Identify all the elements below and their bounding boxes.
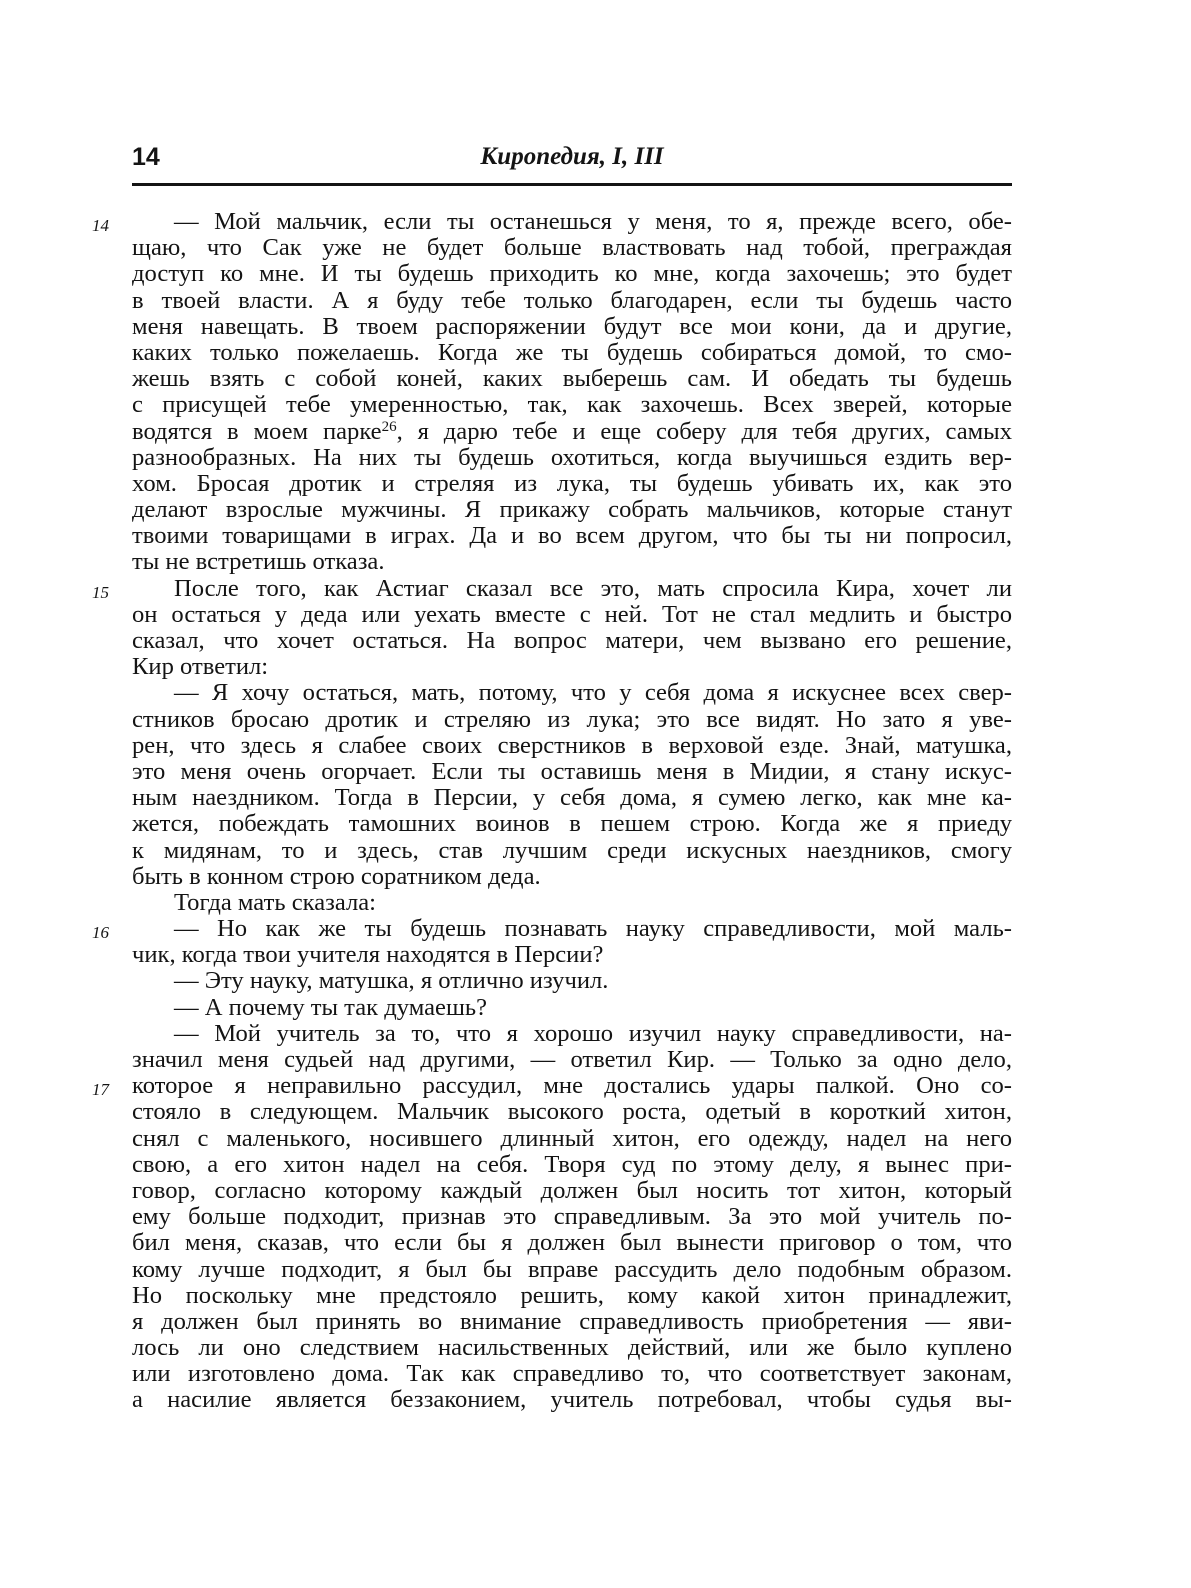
text-line: бил меня, сказав, что если бы я должен был вынести приговор о том, что xyxy=(132,1229,1012,1257)
text-line: Но поскольку мне предстояло решить, кому какой хитон принадлежит, xyxy=(132,1281,1012,1309)
line-text: После того, как Астиаг сказал все это, мать спросила Кира, хочет ли xyxy=(174,574,1012,602)
text-line: доступ ко мне. И ты будешь приходить ко мне, когда захочешь; это будет xyxy=(132,260,1012,288)
text-line: или изготовлено дома. Так как справедливо то, что соответствует законам, xyxy=(132,1360,1012,1388)
text-line: стояло в следующем. Мальчик высокого роста, одетый в короткий хитон, xyxy=(132,1098,1012,1126)
text-line: снял с маленького, носившего длинный хитон, его одежду, надел на него xyxy=(132,1124,1012,1152)
text-line: стников бросаю дротик и стреляю из лука; это все видят. Но зато я уве- xyxy=(132,705,1012,733)
text-line: кому лучше подходит, я был бы вправе рассудить дело подобным образом. xyxy=(132,1255,1012,1283)
text-line: меня навещать. В твоем распоряжении будут все мои кони, да и другие, xyxy=(132,312,1012,340)
line-text: , я дарю тебе и еще соберу для тебя других, самых xyxy=(396,417,1012,445)
section-number: 17 xyxy=(92,1080,109,1100)
text-line: к мидянам, то и здесь, став лучшим среди искусных наездников, смогу xyxy=(132,836,1012,864)
text-line: жешь взять с собой коней, каких выберешь сам. И обедать ты будешь xyxy=(132,365,1012,393)
section-number: 15 xyxy=(92,582,109,602)
page-number: 14 xyxy=(132,143,160,171)
body-text xyxy=(92,208,1012,1414)
line-text: — Но как же ты будешь познавать науку справедливости, мой маль- xyxy=(174,915,1012,943)
text-line: хом. Бросая дротик и стреляя из лука, ты будешь убивать их, как это xyxy=(132,469,1012,497)
text-line: быть в конном строю соратником деда. xyxy=(132,862,541,890)
text-line: разнообразных. На них ты будешь охотиться, когда выучишься ездить вер- xyxy=(132,443,1012,471)
text-line: говор, согласно которому каждый должен был носить тот хитон, который xyxy=(132,1176,1012,1204)
text-line: ты не встретишь отказа. xyxy=(132,548,385,576)
page-header xyxy=(132,143,1012,183)
text-line xyxy=(92,1072,1012,1100)
text-line xyxy=(92,574,1012,602)
text-line: это меня очень огорчает. Если ты оставишь меня в Мидии, я стану искус- xyxy=(132,757,1012,785)
text-line: — Я хочу остаться, мать, потому, что у себя дома я искуснее всех свер- xyxy=(174,679,1012,707)
text-line: рен, что здесь я слабее своих сверстников в верховой езде. Знай, матушка, xyxy=(132,731,1012,759)
text-line: ным наездником. Тогда в Персии, у себя дома, я сумею легко, как мне ка- xyxy=(132,784,1012,812)
text-line: — Мой учитель за то, что я хорошо изучил науку справедливости, на- xyxy=(174,1019,1012,1047)
text-line: в твоей власти. А я буду тебе только благодарен, если ты будешь часто xyxy=(132,286,1012,314)
text-line: щаю, что Сак уже не будет больше властвовать над тобой, преграждая xyxy=(132,234,1012,262)
text-line: с присущей тебе умеренностью, так, как захочешь. Всех зверей, которые xyxy=(132,391,1012,419)
text-line: жется, побеждать тамошних воинов в пешем строю. Когда же я приеду xyxy=(132,810,1012,838)
text-line: ему больше подходит, признав это справедливым. За это мой учитель по- xyxy=(132,1203,1012,1231)
text-line xyxy=(92,915,1012,943)
text-line: делают взрослые мужчины. Я прикажу собрать мальчиков, которые станут xyxy=(132,496,1012,524)
running-title: Киропедия, I, III xyxy=(480,143,664,170)
text-line: он остаться у деда или уехать вместе с ней. Тот не стал медлить и быстро xyxy=(132,600,1012,628)
text-line xyxy=(92,208,1012,235)
text-line: свою, а его хитон надел на себя. Творя суд по этому делу, я вынес при- xyxy=(132,1150,1012,1178)
line-text: водятся в моем парке xyxy=(132,417,382,445)
text-line: сказал, что хочет остаться. На вопрос матери, чем вызвано его решение, xyxy=(132,627,1012,654)
text-line: — А почему ты так думаешь? xyxy=(174,993,488,1021)
section-number: 14 xyxy=(92,216,109,235)
footnote-ref: 26 xyxy=(381,418,397,435)
section-number: 16 xyxy=(92,923,109,943)
line-text: которое я неправильно рассудил, мне достались удары палкой. Оно со- xyxy=(132,1072,1012,1100)
text-line: чик, когда твои учителя находятся в Персии? xyxy=(132,941,604,969)
text-line: Кир ответил: xyxy=(132,653,269,681)
text-line: — Эту науку, матушка, я отлично изучил. xyxy=(174,967,609,995)
header-rule xyxy=(132,183,1012,186)
text-line: лось ли оно следствием насильственных действий, или же было куплено xyxy=(132,1334,1012,1362)
text-line: значил меня судьей над другими, — ответил Кир. — Только за одно дело, xyxy=(132,1046,1012,1073)
text-line: я должен был принять во внимание справедливость приобретения — яви- xyxy=(132,1307,1012,1335)
text-line: а насилие является беззаконием, учитель потребовал, чтобы судья вы- xyxy=(132,1386,1012,1414)
text-line: твоими товарищами в играх. Да и во всем другом, что бы ты ни попросил, xyxy=(132,522,1012,550)
text-line: Тогда мать сказала: xyxy=(174,888,376,916)
line-text: — Мой мальчик, если ты останешься у меня, то я, прежде всего, обе- xyxy=(174,208,1012,235)
text-line: каких только пожелаешь. Когда же ты будешь собираться домой, то смо- xyxy=(132,338,1012,366)
text-line xyxy=(132,419,1012,445)
